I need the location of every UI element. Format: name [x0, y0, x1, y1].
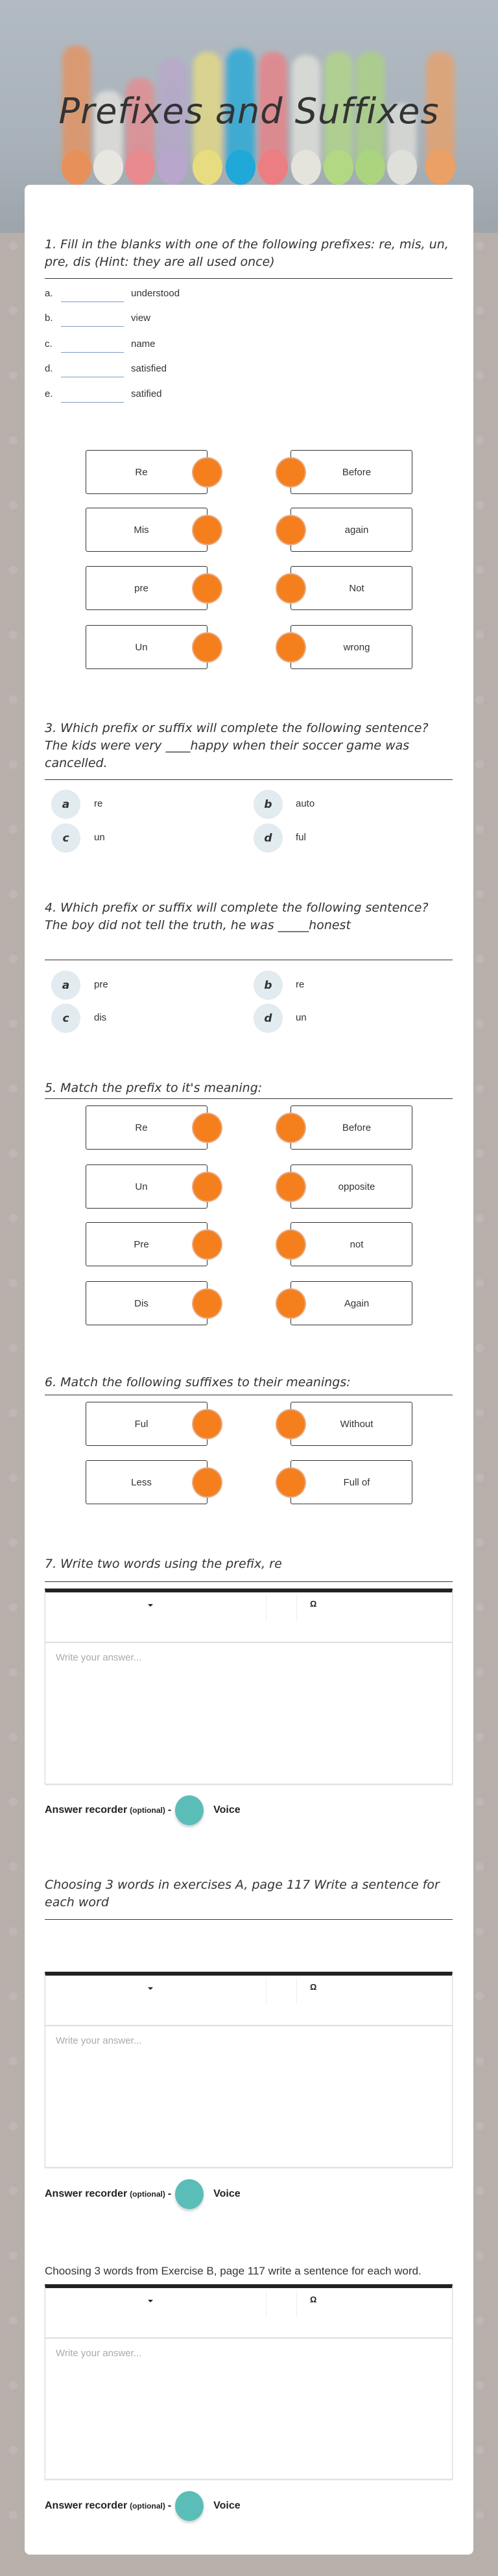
font-dropdown-caret-icon[interactable] — [148, 1987, 153, 1990]
blank-letter: e. — [45, 388, 53, 399]
match-left-item[interactable]: pre — [86, 566, 208, 610]
rich-text-editor — [45, 1972, 453, 2168]
recorder-label: Answer recorder — [45, 1804, 128, 1815]
special-characters-button[interactable]: Ω — [310, 1599, 317, 1609]
question-prompt: 4. Which prefix or suffix will complete the following sentence? The boy did not tell the truth, he was _____honest — [45, 901, 429, 932]
chalk-end — [387, 150, 417, 185]
chalk-end — [258, 150, 288, 185]
option-a-badge[interactable]: a — [51, 790, 80, 819]
font-dropdown-caret-icon[interactable] — [148, 1604, 153, 1607]
match-left-item[interactable]: Re — [86, 1105, 208, 1150]
option-label[interactable]: ful — [296, 832, 306, 843]
match-connector-left[interactable] — [193, 1290, 221, 1318]
answer-recorder — [45, 2179, 241, 2209]
question-prompt: 7. Write two words using the prefix, re — [45, 1557, 282, 1571]
answer-recorder — [45, 2491, 241, 2521]
chalk-end — [62, 150, 91, 185]
blank-input[interactable] — [61, 365, 124, 377]
match-connector-right[interactable] — [277, 633, 305, 661]
answer-textarea[interactable] — [45, 2339, 452, 2479]
toolbar-separator — [266, 1595, 267, 1621]
toolbar-separator — [266, 1978, 267, 2004]
match-connector-left[interactable] — [193, 574, 221, 602]
blank-word: satified — [131, 388, 162, 399]
record-voice-button[interactable] — [175, 2179, 204, 2209]
match-left-item[interactable]: Un — [86, 1164, 208, 1209]
question-prompt: 6. Match the following suffixes to their meanings: — [45, 1375, 351, 1389]
voice-label: Voice — [213, 2188, 241, 2199]
match-connector-right[interactable] — [277, 1290, 305, 1318]
match-right-item[interactable]: Without — [290, 1402, 412, 1446]
blank-letter: c. — [45, 338, 53, 349]
toolbar-separator — [296, 1978, 297, 2004]
option-label[interactable]: dis — [94, 1012, 107, 1023]
toolbar-separator — [266, 2291, 267, 2317]
answer-textarea[interactable] — [45, 1643, 452, 1784]
blank-input[interactable] — [61, 390, 124, 403]
match-right-item[interactable]: opposite — [290, 1164, 412, 1209]
answer-textarea[interactable] — [45, 2026, 452, 2167]
match-connector-right[interactable] — [277, 516, 305, 544]
option-a-badge[interactable]: a — [51, 971, 80, 1000]
match-left-item[interactable]: Ful — [86, 1402, 208, 1446]
special-characters-button[interactable]: Ω — [310, 1982, 317, 1992]
record-voice-button[interactable] — [175, 1795, 204, 1825]
divider — [45, 1098, 453, 1099]
question-prompt: Choosing 3 words in exercises A, page 117 Write a sentence for each word — [45, 1878, 440, 1909]
match-connector-left[interactable] — [193, 1410, 221, 1438]
divider — [45, 1919, 453, 1920]
page-title: Prefixes and Suffixes — [58, 91, 440, 132]
editor-toolbar — [45, 1976, 452, 2026]
blank-word: name — [131, 338, 156, 349]
match-connector-left[interactable] — [193, 516, 221, 544]
chalk-end — [226, 150, 255, 185]
match-left-item[interactable]: Dis — [86, 1281, 208, 1325]
match-left-item[interactable]: Re — [86, 450, 208, 494]
question-prompt: Choosing 3 words from Exercise B, page 117 write a sentence for each word. — [45, 2265, 421, 2277]
option-c-badge[interactable]: c — [51, 823, 80, 853]
chalk-end — [324, 150, 353, 185]
match-connector-left[interactable] — [193, 1469, 221, 1496]
option-c-badge[interactable]: c — [51, 1004, 80, 1033]
option-label[interactable]: un — [94, 832, 105, 843]
match-connector-right[interactable] — [277, 1469, 305, 1496]
chalk-end — [193, 150, 222, 185]
answer-placeholder: Write your answer... — [56, 2035, 142, 2046]
recorder-dash: - — [167, 2188, 172, 2199]
recorder-label: Answer recorder — [45, 2188, 128, 2199]
match-right-item[interactable]: Not — [290, 566, 412, 610]
option-b-badge[interactable]: b — [254, 790, 283, 819]
recorder-dash: - — [167, 1804, 172, 1815]
option-d-badge[interactable]: d — [254, 823, 283, 853]
match-connector-right[interactable] — [277, 1231, 305, 1258]
recorder-optional-label: (optional) — [130, 1806, 165, 1815]
blank-letter: b. — [45, 313, 53, 324]
match-right-item[interactable]: again — [290, 508, 412, 552]
recorder-optional-label: (optional) — [130, 2190, 165, 2199]
match-right-item[interactable]: not — [290, 1222, 412, 1266]
chalk-end — [93, 150, 123, 185]
blank-letter: a. — [45, 288, 53, 299]
toolbar-separator — [296, 2291, 297, 2317]
match-right-item[interactable]: Before — [290, 450, 412, 494]
chalk-end — [125, 150, 155, 185]
option-label[interactable]: auto — [296, 798, 315, 809]
match-left-item[interactable]: Pre — [86, 1222, 208, 1266]
recorder-dash: - — [167, 2500, 172, 2511]
blank-input[interactable] — [61, 340, 124, 353]
rich-text-editor — [45, 1589, 453, 1784]
match-left-item[interactable]: Less — [86, 1460, 208, 1504]
chalk-end — [355, 150, 385, 185]
font-dropdown-caret-icon[interactable] — [148, 2300, 153, 2302]
match-right-item[interactable]: Again — [290, 1281, 412, 1325]
recorder-label: Answer recorder — [45, 2500, 128, 2511]
chalk-end — [158, 150, 187, 185]
question-prompt: 3. Which prefix or suffix will complete the following sentence? The kids were very ____happy when their soccer game was cancelled. — [45, 721, 429, 770]
question-prompt: 1. Fill in the blanks with one of the following prefixes: re, mis, un, pre, dis (Hint: they are all used once) — [45, 237, 449, 269]
toolbar-separator — [296, 1595, 297, 1621]
answer-placeholder: Write your answer... — [56, 2348, 142, 2359]
match-connector-right[interactable] — [277, 574, 305, 602]
option-label[interactable]: re — [94, 798, 103, 809]
blank-word: understood — [131, 288, 180, 299]
match-connector-right[interactable] — [277, 458, 305, 486]
blank-input[interactable] — [61, 290, 124, 302]
answer-placeholder: Write your answer... — [56, 1652, 142, 1663]
match-right-item[interactable]: Before — [290, 1105, 412, 1150]
voice-label: Voice — [213, 2500, 241, 2511]
divider — [45, 779, 453, 780]
option-d-badge[interactable]: d — [254, 1004, 283, 1033]
match-left-item[interactable]: Un — [86, 625, 208, 669]
option-label[interactable]: un — [296, 1012, 307, 1023]
voice-label: Voice — [213, 1804, 241, 1815]
match-connector-left[interactable] — [193, 458, 221, 486]
question-prompt: 5. Match the prefix to it's meaning: — [45, 1081, 263, 1095]
editor-toolbar — [45, 2288, 452, 2339]
match-left-item[interactable]: Mis — [86, 508, 208, 552]
blank-word: view — [131, 313, 151, 324]
option-b-badge[interactable]: b — [254, 971, 283, 1000]
option-label[interactable]: pre — [94, 979, 108, 990]
blank-word: satisfied — [131, 363, 167, 374]
match-connector-right[interactable] — [277, 1114, 305, 1142]
option-label[interactable]: re — [296, 979, 305, 990]
rich-text-editor — [45, 2284, 453, 2479]
match-connector-left[interactable] — [193, 1231, 221, 1258]
divider — [45, 278, 453, 279]
blank-letter: d. — [45, 363, 53, 374]
match-connector-left[interactable] — [193, 1173, 221, 1201]
chalk-end — [425, 150, 455, 185]
match-right-item[interactable]: wrong — [290, 625, 412, 669]
match-connector-right[interactable] — [277, 1410, 305, 1438]
editor-toolbar — [45, 1592, 452, 1643]
special-characters-button[interactable]: Ω — [310, 2295, 317, 2304]
match-connector-left[interactable] — [193, 633, 221, 661]
answer-recorder — [45, 1795, 241, 1825]
recorder-optional-label: (optional) — [130, 2501, 165, 2511]
match-connector-left[interactable] — [193, 1114, 221, 1142]
match-connector-right[interactable] — [277, 1173, 305, 1201]
match-right-item[interactable]: Full of — [290, 1460, 412, 1504]
divider — [45, 1581, 453, 1582]
blank-input[interactable] — [61, 314, 124, 327]
chalk-end — [291, 150, 321, 185]
record-voice-button[interactable] — [175, 2491, 204, 2521]
